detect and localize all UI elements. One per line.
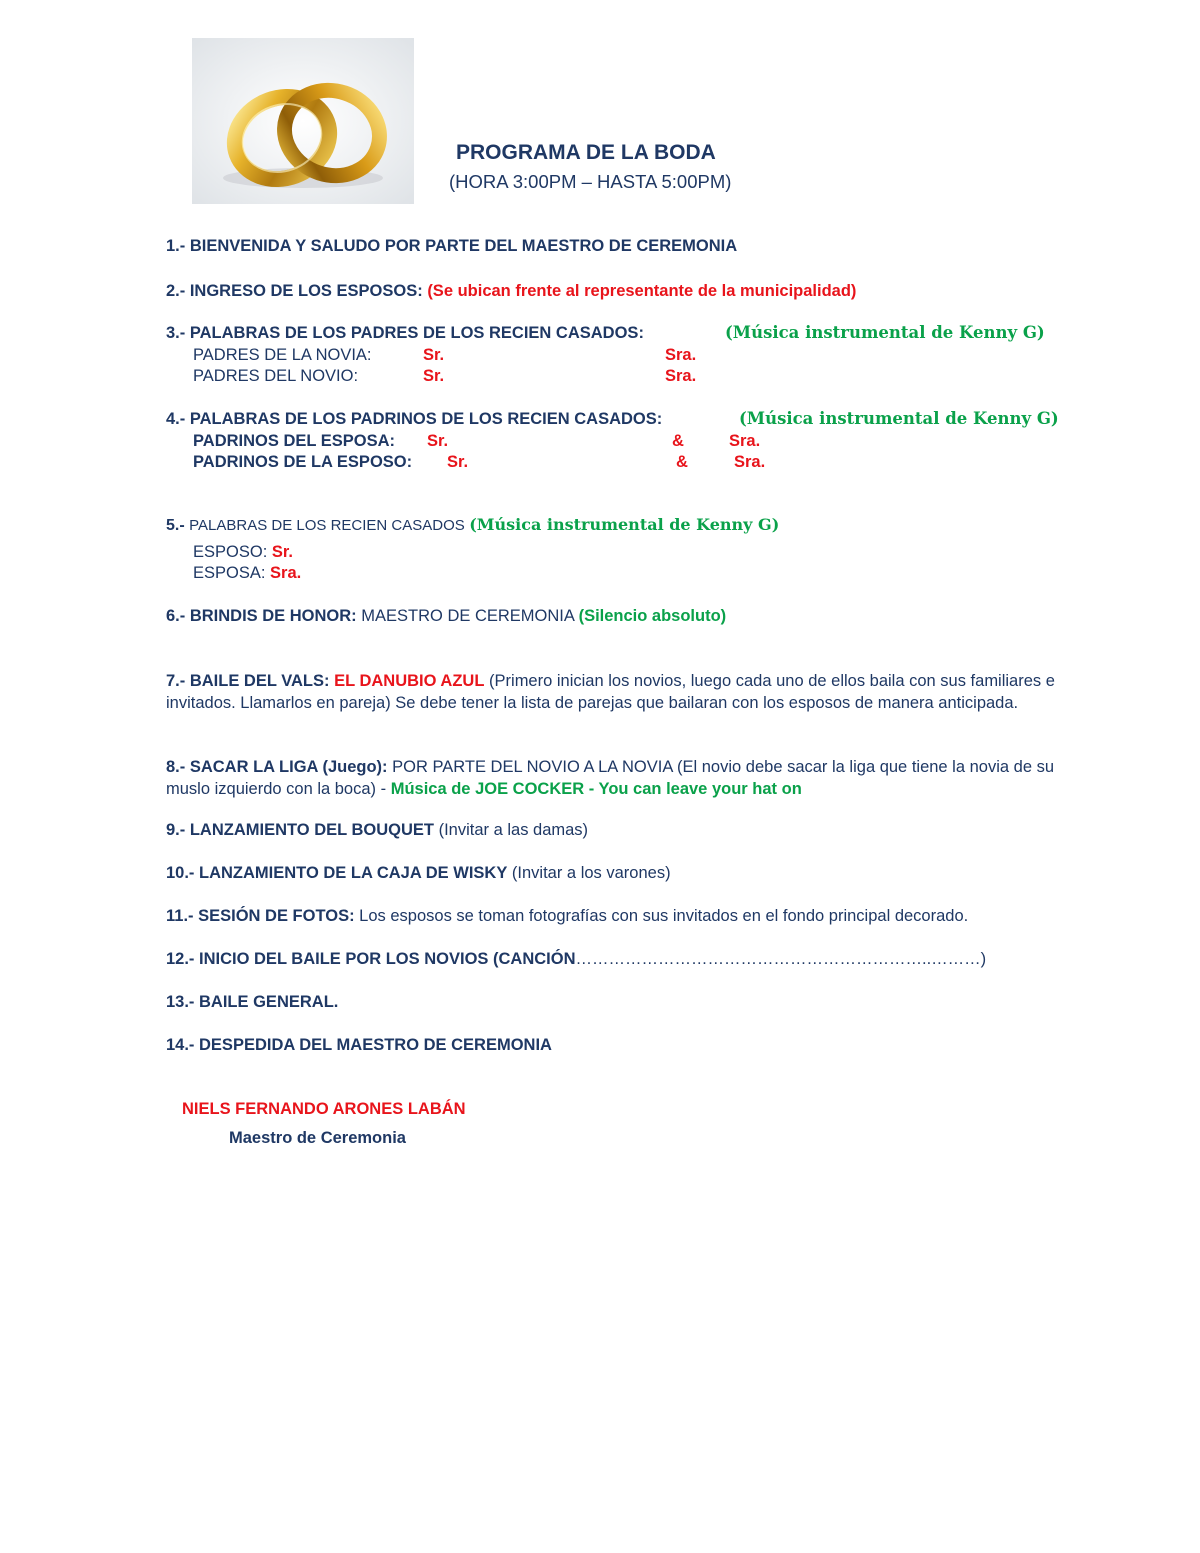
item-4-row1-amp: & (672, 432, 684, 450)
item-5-row2-sra: Sra. (270, 564, 302, 582)
item-3-row2-sr: Sr. (423, 367, 445, 385)
item-3-row2-label: PADRES DEL NOVIO: (193, 367, 359, 385)
item-4-music: (Música instrumental de Kenny G) (739, 409, 1059, 428)
item-3 (166, 322, 644, 344)
wedding-rings-image (192, 38, 414, 204)
item-8-music: Música de JOE COCKER - You can leave your hat on (390, 780, 802, 798)
item-3-label: 3.- PALABRAS DE LOS PADRES DE LOS RECIEN CASADOS: (166, 324, 644, 342)
item-7 (166, 670, 1086, 714)
item-13: 13.- BAILE GENERAL. (166, 993, 339, 1011)
item-4-row2-sra: Sra. (734, 453, 766, 471)
item-7-song: EL DANUBIO AZUL (334, 672, 485, 690)
item-9-label: 9.- LANZAMIENTO DEL BOUQUET (166, 821, 434, 839)
document-title: PROGRAMA DE LA BODA (456, 141, 716, 164)
item-6-label: 6.- BRINDIS DE HONOR: (166, 607, 357, 625)
item-7-text: (Primero inician los novios, luego cada uno de ellos baila con sus familiares e invitados. Llamarlos en pareja) Se debe tener la lista de parejas que bailaran con los esposos de manera anticipada. (166, 672, 1055, 712)
item-2-label: 2.- INGRESO DE LOS ESPOSOS: (166, 282, 423, 300)
item-9-text: (Invitar a las damas) (438, 821, 589, 839)
item-5 (166, 514, 779, 537)
item-5-music: (Música instrumental de Kenny G) (469, 515, 780, 534)
item-3-row2-sra: Sra. (665, 367, 697, 385)
item-4-label: 4.- PALABRAS DE LOS PADRINOS DE LOS RECIEN CASADOS: (166, 410, 663, 428)
item-4-row1-label: PADRINOS DEL ESPOSA: (193, 432, 396, 450)
item-1: 1.- BIENVENIDA Y SALUDO POR PARTE DEL MAESTRO DE CEREMONIA (166, 237, 738, 255)
item-12-dots: ………………………………………………………..………) (575, 950, 987, 968)
item-11 (166, 905, 968, 927)
item-2 (166, 280, 856, 302)
item-4 (166, 408, 662, 430)
item-3-row1-sra: Sra. (665, 346, 697, 364)
item-10-label: 10.- LANZAMIENTO DE LA CAJA DE WISKY (166, 864, 508, 882)
item-14: 14.- DESPEDIDA DEL MAESTRO DE CEREMONIA (166, 1036, 552, 1054)
item-5-row2 (193, 562, 301, 584)
item-2-note: (Se ubican frente al representante de la municipalidad) (427, 282, 857, 300)
item-5-row2-label: ESPOSA: (193, 564, 266, 582)
item-3-row1-sr: Sr. (423, 346, 445, 364)
item-7-label: 7.- BAILE DEL VALS: (166, 672, 330, 690)
item-5-row1 (193, 541, 293, 563)
item-3-music: (Música instrumental de Kenny G) (725, 323, 1045, 342)
item-10-text: (Invitar a los varones) (511, 864, 671, 882)
item-6 (166, 605, 726, 627)
signature-role: Maestro de Ceremonia (229, 1129, 406, 1147)
item-10 (166, 862, 671, 884)
item-4-row2-label: PADRINOS DE LA ESPOSO: (193, 453, 413, 471)
item-8-text: POR PARTE DEL NOVIO A LA NOVIA (El novio debe sacar la liga que tiene la novia de su muslo izquierdo con la boca) - (166, 758, 1055, 798)
item-11-label: 11.- SESIÓN DE FOTOS: (166, 907, 355, 925)
item-6-note: (Silencio absoluto) (578, 607, 727, 625)
item-5-label: PALABRAS DE LOS RECIEN CASADOS (189, 517, 465, 534)
document-subtitle: (HORA 3:00PM – HASTA 5:00PM) (449, 171, 732, 192)
item-12-label: 12.- INICIO DEL BAILE POR LOS NOVIOS (CANCIÓN (166, 950, 576, 968)
item-12 (166, 948, 986, 970)
item-3-row1-label: PADRES DE LA NOVIA: (193, 346, 372, 364)
item-8-label: 8.- SACAR LA LIGA (Juego): (166, 758, 388, 776)
item-9 (166, 819, 588, 841)
item-4-row2-amp: & (676, 453, 688, 471)
item-5-row1-label: ESPOSO: (193, 543, 268, 561)
item-5-row1-sr: Sr. (271, 543, 293, 561)
item-4-row1-sr: Sr. (427, 432, 449, 450)
signature-name: NIELS FERNANDO ARONES LABÁN (182, 1100, 466, 1118)
wedding-rings-icon (192, 38, 414, 204)
item-11-text: Los esposos se toman fotografías con sus invitados en el fondo principal decorado. (359, 907, 969, 925)
item-5-number: 5.- (166, 517, 185, 534)
item-8 (166, 756, 1086, 800)
item-4-row2-sr: Sr. (447, 453, 469, 471)
item-4-row1-sra: Sra. (729, 432, 761, 450)
item-6-text: MAESTRO DE CEREMONIA (361, 607, 574, 625)
